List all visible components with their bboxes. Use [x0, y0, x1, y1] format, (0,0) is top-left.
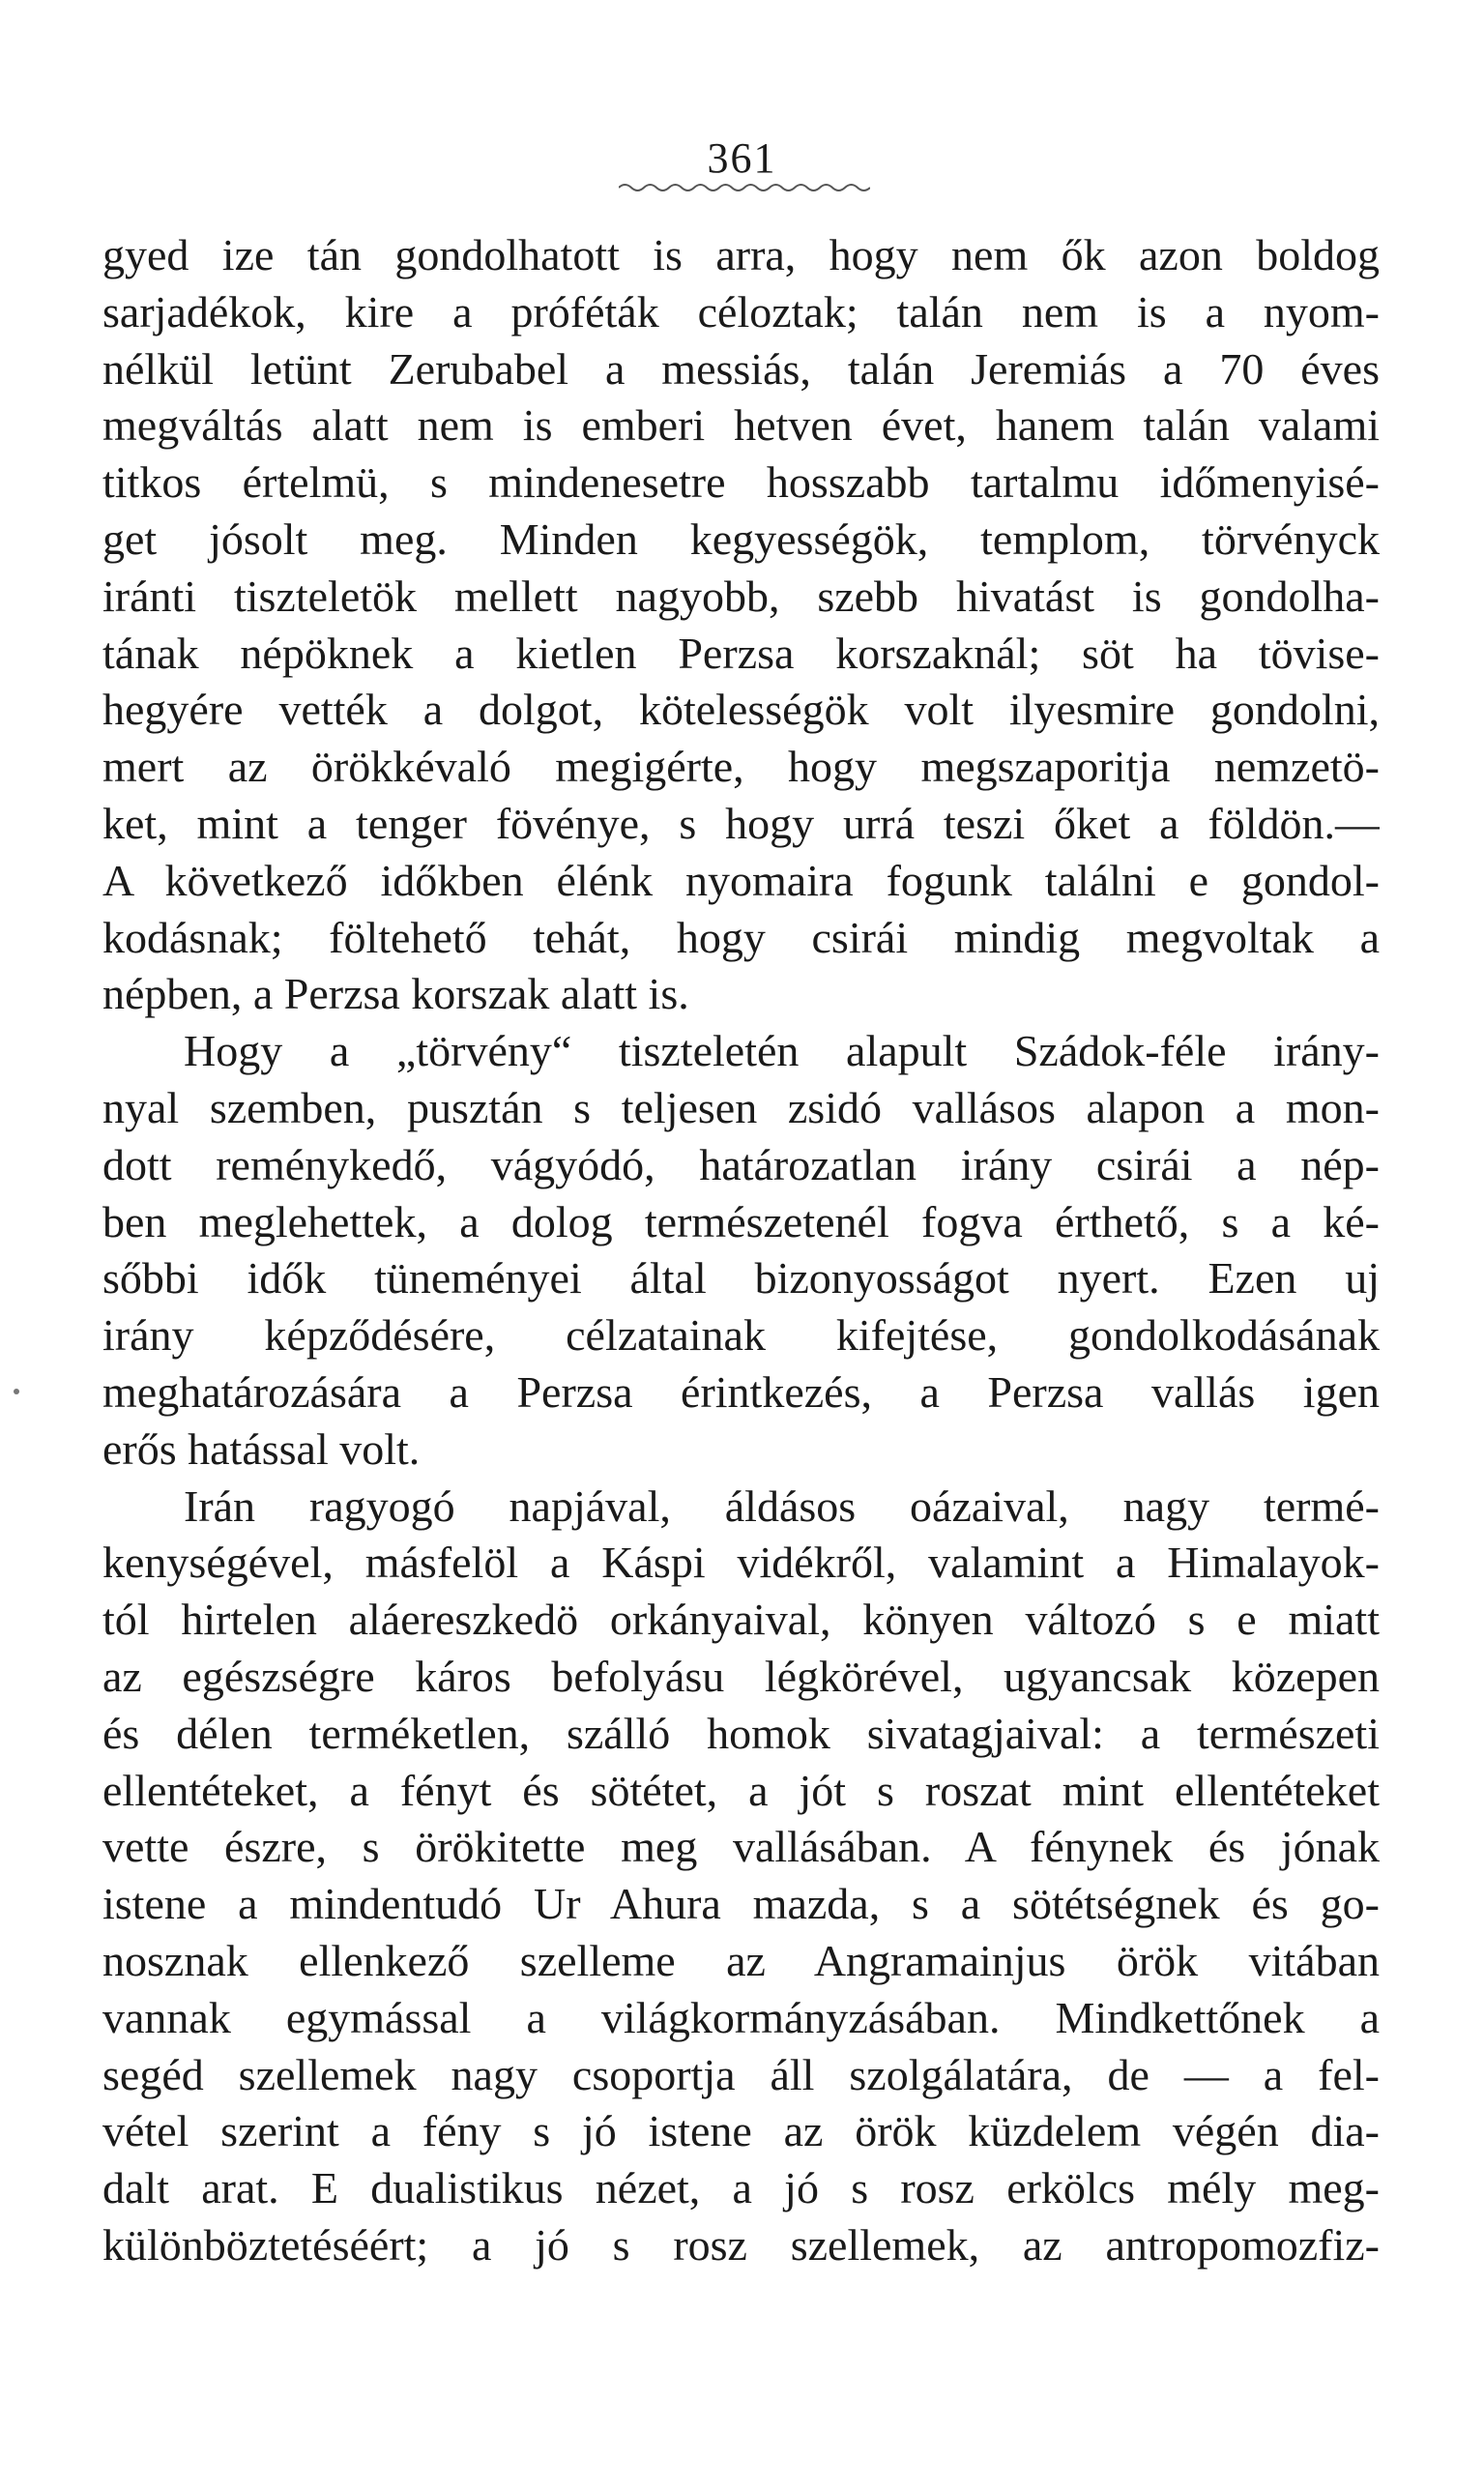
- text-line: iránti tiszteletök mellett nagyobb, szebb hivatást is gondolha-: [102, 571, 1380, 621]
- text-line: segéd szellemek nagy csoportja áll szolgálatára, de — a fel-: [102, 2049, 1380, 2099]
- text-line: tól hirtelen aláereszkedö orkányaival, könyen változó s e miatt: [102, 1595, 1380, 1645]
- text-line: hegyére vették a dolgot, kötelességök volt ilyesmire gondolni,: [102, 685, 1380, 735]
- text-line: az egészségre káros befolyásu légkörével, ugyancsak közepen: [102, 1651, 1380, 1701]
- text-line: vétel szerint a fény s jó istene az örök küzdelem végén dia-: [102, 2106, 1380, 2156]
- text-line: nélkül letünt Zerubabel a messiás, talán Jeremiás a 70 éves: [102, 343, 1380, 394]
- text-line: nosznak ellenkező szelleme az Angramainjus örök vitában: [102, 1935, 1380, 1985]
- paragraph-start-line: Irán ragyogó napjával, áldásos oázaival, nagy termé-: [184, 1480, 1380, 1531]
- text-line: titkos értelmü, s mindenesetre hosszabb tartalmu időmenyisé-: [102, 457, 1380, 508]
- page-number-ornament: [619, 180, 870, 195]
- text-line: nyal szemben, pusztán s teljesen zsidó vallásos alapon a mon-: [102, 1082, 1380, 1132]
- text-line: kenységével, másfelöl a Káspi vidékről, valamint a Himalayok-: [102, 1538, 1380, 1588]
- text-line: dalt arat. E dualistikus nézet, a jó s rosz erkölcs mély meg-: [102, 2163, 1380, 2213]
- text-line: és délen terméketlen, szálló homok sivatagjaival: a természeti: [102, 1708, 1380, 1758]
- page-number: 361: [707, 134, 777, 182]
- text-line: ket, mint a tenger fövénye, s hogy urrá teszi őket a földön.—: [102, 798, 1380, 848]
- text-line: vannak egymással a világkormányzásában. Mindkettőnek a: [102, 1992, 1380, 2042]
- text-line: sőbbi idők tüneményei által bizonyosságot nyert. Ezen uj: [102, 1253, 1380, 1304]
- body-text: [102, 227, 1380, 2274]
- text-line: népben, a Perzsa korszak alatt is.: [102, 969, 689, 1019]
- text-line: A következő időkben élénk nyomaira fogunk találni e gondol-: [102, 855, 1380, 905]
- text-line: sarjadékok, kire a próféták céloztak; talán nem is a nyom-: [102, 286, 1380, 337]
- text-line: dott reménykedő, vágyódó, határozatlan irány csirái a nép-: [102, 1139, 1380, 1189]
- text-line: irány képződésére, célzatainak kifejtése, gondolkodásának: [102, 1310, 1380, 1361]
- text-line: ben meglehettek, a dolog természetenél fogva érthető, s a ké-: [102, 1196, 1380, 1246]
- text-line: ellentéteket, a fényt és sötétet, a jót s roszat mint ellentéteket: [102, 1765, 1380, 1815]
- text-line: megváltás alatt nem is emberi hetven évet, hanem talán valami: [102, 400, 1380, 451]
- text-line: vette észre, s örökitette meg vallásában. A fénynek és jónak: [102, 1822, 1380, 1872]
- text-line: kodásnak; föltehető tehát, hogy csirái mindig megvoltak a: [102, 912, 1380, 962]
- text-line: tának népöknek a kietlen Perzsa korszaknál; söt ha tövise-: [102, 628, 1380, 678]
- text-line: különböztetéséért; a jó s rosz szellemek, az antropomozfiz-: [102, 2219, 1380, 2270]
- text-line: meghatározására a Perzsa érintkezés, a Perzsa vallás igen: [102, 1366, 1380, 1417]
- paragraph-start-line: Hogy a „törvény“ tiszteletén alapult Szádok-féle irány-: [184, 1026, 1380, 1076]
- text-line: istene a mindentudó Ur Ahura mazda, s a sötétségnek és go-: [102, 1879, 1380, 1929]
- text-line: gyed ize tán gondolhatott is arra, hogy nem ők azon boldog: [102, 230, 1380, 279]
- margin-speck: [14, 1389, 19, 1394]
- text-line: erős hatással volt.: [102, 1423, 421, 1474]
- text-line: mert az örökkévaló megigérte, hogy megszaporitja nemzetö-: [102, 742, 1380, 792]
- text-line: get jósolt meg. Minden kegyességök, templom, törvényck: [102, 513, 1380, 564]
